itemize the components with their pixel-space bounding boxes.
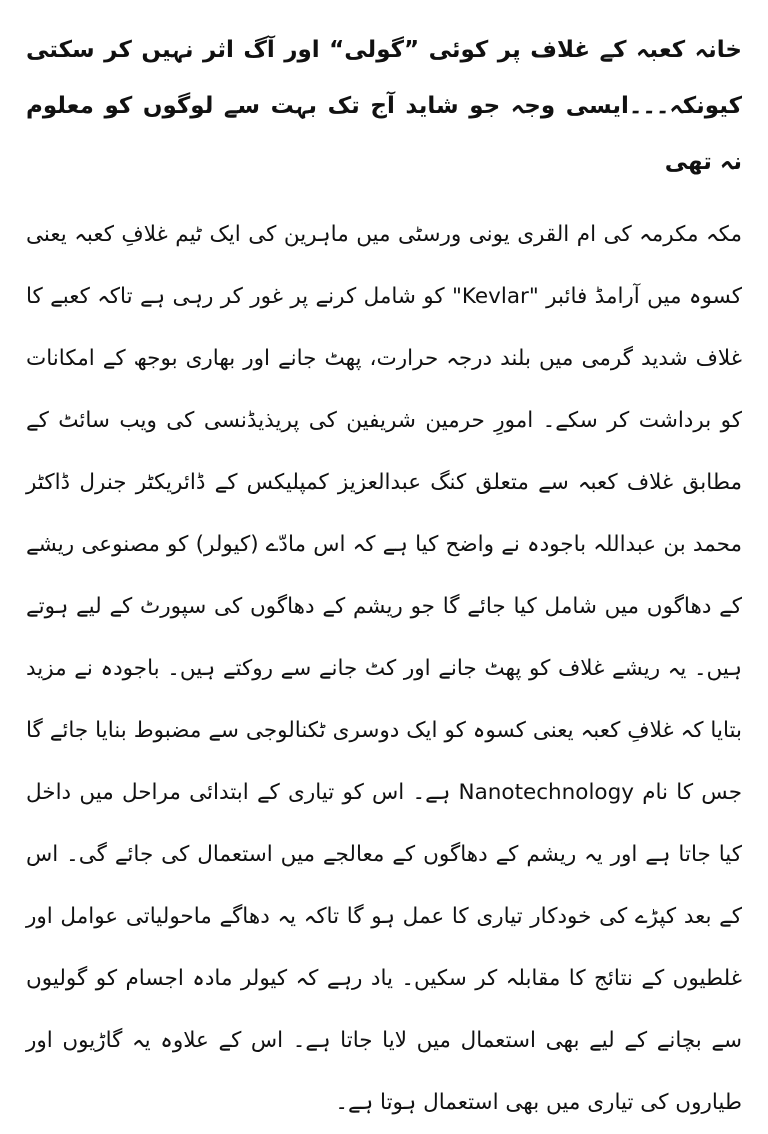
article-headline: خانہ کعبہ کے غلاف پر کوئی ”گولی“ اور آگ اثر نہیں کر سکتی کیونکہ۔۔۔ایسی وجہ جو شاید آج تک بہت سے لوگوں کو معلوم نہ تھی xyxy=(26,37,742,175)
article xyxy=(26,22,742,1134)
article-body: مکہ مکرمہ کی ام القری یونی ورسٹی میں ماہرین کی ایک ٹیم غلافِ کعبہ یعنی کسوہ میں آرامڈ فائبر "Kevlar" کو شامل کرنے پر غور کر رہی ہے تاکہ کعبے کا غلاف شدید گرمی میں بلند درجہ حرارت، پھٹ جانے اور بھاری بوجھ کے امکانات کو برداشت کر سکے۔ امورِ حرمین شریفین کی پریذیڈنسی کی ویب سائٹ کے مطابق غلاف کعبہ سے متعلق کنگ عبدالعزیز کمپلیکس کے ڈائریکٹر جنرل ڈاکٹر محمد بن عبداللہ باجودہ نے واضح کیا ہے کہ اس مادّے (کیولر) کو مصنوعی ریشے کے دھاگوں میں شامل کیا جائے گا جو ریشم کے دھاگوں کی سپورٹ کے لیے ہوتے ہیں۔ یہ ریشے غلاف کو پھٹ جانے اور کٹ جانے سے روکتے ہیں۔ باجودہ نے مزید بتایا کہ غلافِ کعبہ یعنی کسوہ کو ایک دوسری ٹکنالوجی سے مضبوط بنایا جائے گا جس کا نام Nanotechnology ہے۔ اس کو تیاری کے ابتدائی مراحل میں داخل کیا جاتا ہے اور یہ ریشم کے دھاگوں کے معالجے میں استعمال کی جائے گی۔ اس کے بعد کپڑے کی خودکار تیاری کا عمل ہو گا تاکہ یہ دھاگے ماحولیاتی عوامل اور غلطیوں کے نتائج کا مقابلہ کر سکیں۔ یاد رہے کہ کیولر مادہ اجسام کو گولیوں سے بچانے کے لیے بھی استعمال میں لایا جاتا ہے۔ اس کے علاوہ یہ گاڑیوں اور طیاروں کی تیاری میں بھی استعمال ہوتا ہے۔ xyxy=(26,222,743,1115)
